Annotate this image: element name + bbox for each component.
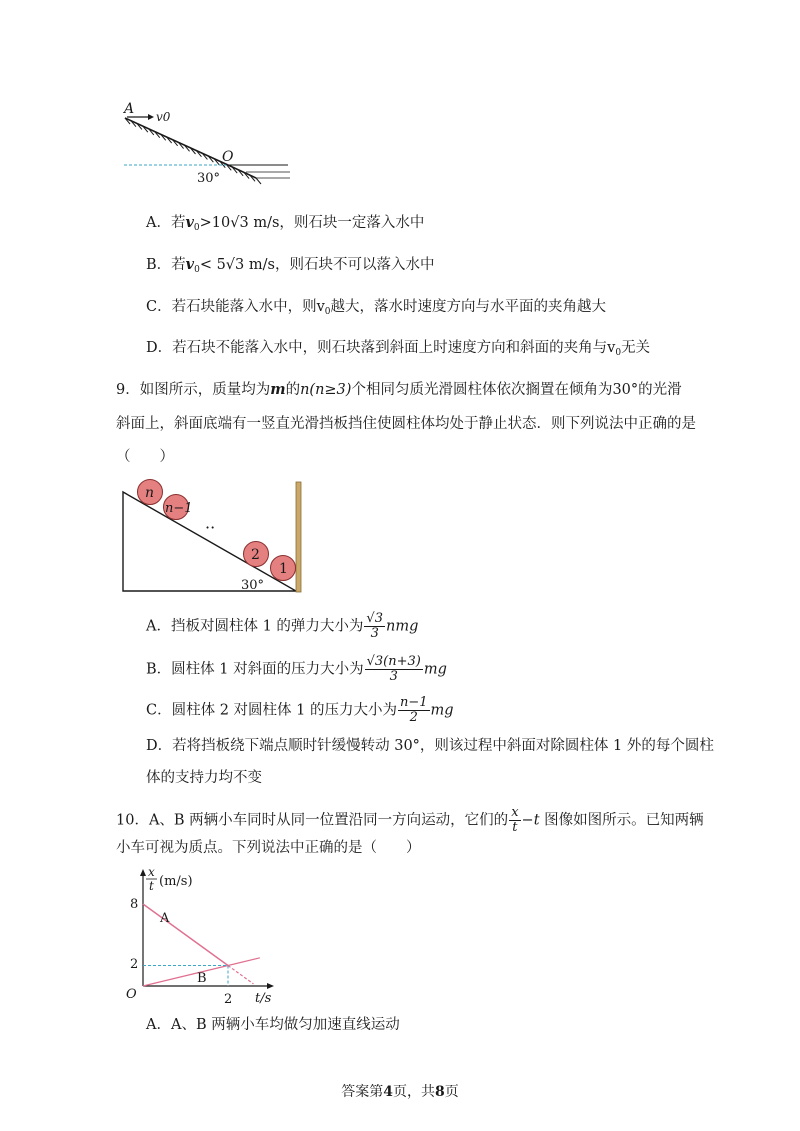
origin-label: O xyxy=(126,987,137,1002)
y-tick-2: 2 xyxy=(130,957,139,972)
label-a: A xyxy=(124,101,135,117)
q10-option-a: A．A、B 两辆小车均做匀加速直线运动 xyxy=(146,1017,400,1033)
series-b-label: B xyxy=(197,971,207,986)
q9-stem-line3: （ ） xyxy=(116,449,174,465)
x-tick-2: 2 xyxy=(224,992,233,1007)
y-tick-8: 8 xyxy=(130,897,139,912)
x-label: t/s xyxy=(255,991,272,1006)
xt-t-chart xyxy=(0,860,800,1020)
dots: ·· xyxy=(205,518,216,537)
y-label-unit: (m/s) xyxy=(159,874,193,889)
q9-stem-line1: 9．如图所示，质量均为m的n(n≥3)个相同匀质光滑圆柱体依次搁置在倾角为30°的光滑 xyxy=(116,381,682,398)
q8-option-c: C．若石块能落入水中，则$v_0$越大，落水时速度方向与水平面的夹角越大 xyxy=(146,299,607,317)
label-o: O xyxy=(222,149,234,165)
q9-option-b: B．圆柱体 1 对斜面的压力大小为 $\frac{√3(n+3)}{3}$ mg xyxy=(146,654,447,684)
series-b-line xyxy=(143,966,228,987)
q10-stem-line1: 10．A、B 两辆小车同时从同一位置沿同一方向运动，它们的 $\frac{x}{t}$ −t 图像如图所示。已知两辆 xyxy=(116,805,704,835)
ball-1-label: 1 xyxy=(279,561,288,577)
q9-option-d-line2: 体的支持力均不变 xyxy=(146,770,262,786)
label-v0: v0 xyxy=(156,110,171,124)
q8-option-d: D．若石块不能落入水中，则石块落到斜面上时速度方向和斜面的夹角与$v_0$无关 xyxy=(146,340,651,358)
q9-option-c: C．圆柱体 2 对圆柱体 1 的压力大小为 $\frac{n-1}{2}$ mg xyxy=(146,695,454,725)
q9-stem-line2: 斜面上，斜面底端有一竖直光滑挡板挡住使圆柱体均处于静止状态．则下列说法中正确的是 xyxy=(116,416,696,432)
q8-option-a: A．若$v_0>10√3$ m/s，则石块一定落入水中 xyxy=(146,214,425,233)
incline-water-figure xyxy=(0,0,800,200)
q9-option-a: A．挡板对圆柱体 1 的弹力大小为 $\frac{√3}{3}$ nmg xyxy=(146,611,419,641)
label-angle: 30° xyxy=(197,171,221,186)
angle-label: 30° xyxy=(241,578,265,593)
y-label-den: t xyxy=(149,879,154,893)
series-a-extension xyxy=(228,966,254,984)
ball-2-label: 2 xyxy=(251,547,260,563)
page-footer: 答案第4页，共8页 xyxy=(341,1084,459,1100)
q8-option-b: B．若$v_0< 5√3$ m/s，则石块不可以落入水中 xyxy=(146,256,435,275)
series-b-extension xyxy=(228,958,260,966)
series-a-line xyxy=(143,904,228,966)
ball-n-label: n xyxy=(145,485,155,501)
y-label-num: x xyxy=(148,865,155,879)
ball-n-1-label: n−1 xyxy=(165,501,193,516)
q10-stem-line2: 小车可视为质点。下列说法中正确的是（ ） xyxy=(116,840,421,856)
series-a-label: A xyxy=(160,911,170,926)
cylinders-incline-figure xyxy=(0,470,800,610)
q9-option-d-line1: D．若将挡板绕下端点顺时针缓慢转动 30°，则该过程中斜面对除圆柱体 1 外的每个圆柱 xyxy=(146,738,714,754)
